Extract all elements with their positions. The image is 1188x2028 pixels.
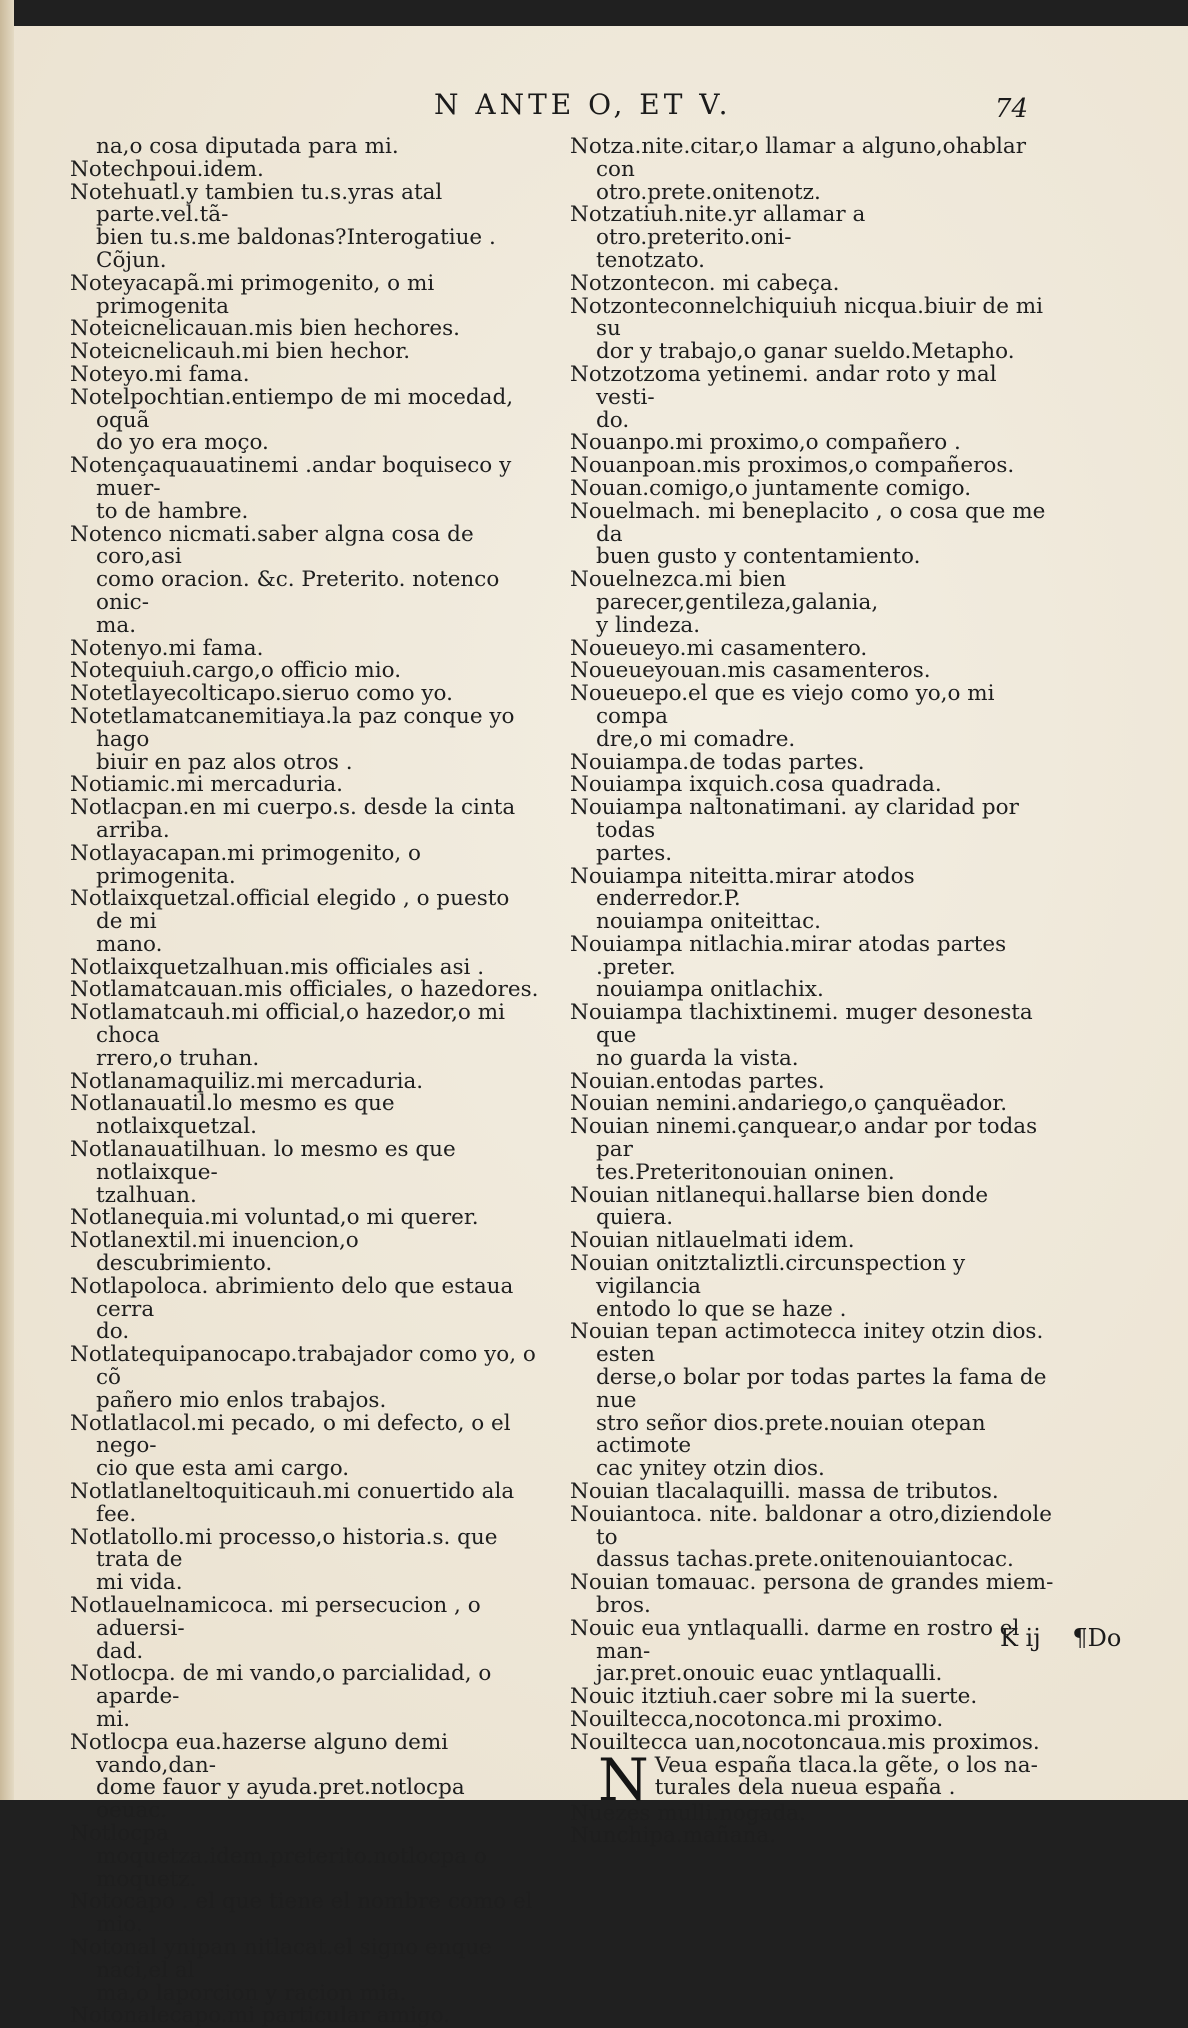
dictionary-line: Nouic eua yntlaqualli. darme en rostro el man- [570,1615,1020,1664]
dictionary-line: Noteicnelicauh.mi bien hechor. [70,339,411,365]
dictionary-line: Notonal ynipan nitlacat.el signo enque naci,el al [70,1934,492,1983]
dictionary-line: Notlanamaquiliz.mi mercaduria. [70,1068,424,1094]
signature-mark: K ij [1000,1624,1041,1652]
dictionary-line: Notetlamatcanemitiaya.la paz conque yo hago [70,703,515,752]
dictionary-line: tzalhuan. [96,1182,197,1208]
dictionary-line: ma,o laporcion y racion mia. [96,1980,407,2006]
dictionary-line: Nouic itztiuh.caer sobre mi la suerte. [570,1684,978,1710]
dictionary-line: Nouian nitlauelmati idem. [570,1228,855,1254]
dictionary-line: Nouanpo.mi proximo,o compañero . [570,430,961,456]
dictionary-line: Nouian ninemi.çanquear,o andar por todas par [570,1114,1038,1163]
dictionary-line: dor y trabajo,o ganar sueldo.Metapho. [596,339,1015,365]
dictionary-line: Nouian tlacalaquilli. massa de tributos. [570,1479,999,1505]
dictionary-line: Notlanauatil.lo mesmo es que notlaixquetzal. [70,1091,395,1140]
dictionary-line: Notlacpan.en mi cuerpo.s. desde la cinta arriba. [70,795,516,843]
dictionary-line: Nouian.entodas partes. [570,1068,825,1094]
section-line: Veua españa tlaca.la gẽte, o los na- [654,1752,1038,1778]
dictionary-line: Nouanpoan.mis proximos,o compañeros. [570,453,1015,479]
dictionary-line: Notiamic.mi mercaduria. [70,772,343,798]
dictionary-line: Notlamatcauh.mi official,o hazedor,o mi choca [70,1000,505,1049]
dictionary-line: partes. [596,840,673,866]
folio-number: 74 [994,94,1028,124]
dictionary-line: mano. [96,931,163,957]
dictionary-line: Notlauelnamicoca. mi persecucion , o aduersi- [70,1593,481,1641]
dictionary-line: ma. [96,612,137,638]
dictionary-line: Notenyo.mi fama. [70,635,264,661]
dictionary-line: derse,o bolar por todas partes la fama de nue [596,1365,1047,1413]
dictionary-line: Nouiampa niteitta.mirar atodos enderredor.P. [570,863,915,912]
right-column [570,136,1060,1848]
dictionary-line: Nouiampa.de todas partes. [570,749,865,775]
dictionary-line: biuir en paz alos otros . [96,749,353,775]
dictionary-line: Nouiantoca. nite. baldonar a otro,diziendole to [570,1501,1052,1550]
dictionary-line: rrero,o truhan. [96,1045,260,1071]
dictionary-line: tes.Preteritonouian oninen. [596,1159,895,1185]
dictionary-line: nouiampa oniteittac. [596,909,822,935]
dictionary-line: Noueuepo.el que es viejo como yo,o mi compa [570,681,995,729]
dictionary-line: moquetz. [96,1866,197,1892]
dictionary-line: y lindeza. [596,612,701,638]
dictionary-line: to de hambre. [96,498,249,524]
dictionary-line: tenotzato. [596,247,705,273]
dictionary-line: Nunchipa.mañana. [570,1823,777,1849]
right-column-entries [570,136,1060,1755]
dictionary-line: pañero mio enlos trabajos. [96,1387,387,1413]
previous-page-edge [0,0,14,1800]
dictionary-line: Notenco nicmati.saber algna cosa de coro,asi [70,521,474,570]
dictionary-line: Notza.nite.citar,o llamar a alguno,ohablar con [570,134,1027,182]
dictionary-line: Nouian onitztaliztli.circunspection y vigilancia [570,1251,966,1299]
dictionary-line: Notlapoloca. abrimiento delo que estaua cerra [70,1273,514,1322]
dictionary-line: Notençaquauatinemi .andar boquiseco y muer- [70,453,512,501]
dictionary-line: do. [596,407,630,433]
dictionary-line: Notlaixquetzalhuan.mis officiales asi . [70,954,485,980]
dictionary-line: Nouian tepan actimotecca initey otzin dios. esten [570,1319,1044,1368]
dictionary-line: Notlatlacol.mi pecado, o mi defecto, o el nego- [70,1410,511,1459]
dictionary-line: buen gusto y contentamiento. [596,544,921,570]
dictionary-line: Notlanequia.mi voluntad,o mi querer. [70,1205,479,1231]
dictionary-line: entodo lo que se haze . [596,1296,847,1322]
dictionary-line: Nouiltecca uan,nocotoncaua.mis proximos. [570,1729,1040,1755]
dictionary-line: no guarda la vista. [596,1045,799,1071]
dictionary-line: Nouelnezca.mi bien parecer,gentileza,galania, [570,567,879,615]
catchword: ¶Do [1072,1624,1122,1652]
dictionary-line: Notlamatcauan.mis officiales, o hazedores. [70,977,539,1003]
running-header [14,88,1188,128]
dictionary-line: Nouiltecca,nocotonca.mi proximo. [570,1706,944,1732]
dictionary-line: Notlocpa moquetza.idem.preterito.notlocpa o [70,1820,487,1869]
dictionary-line: dre,o mi comadre. [596,726,796,752]
right-column-after [570,1800,1060,1849]
dictionary-line: Notlocpa. de mi vando,o parcialidad, o aparde- [70,1661,492,1710]
dictionary-line: bien tu.s.me baldonas?Interogatiue . Cõjun. [96,225,496,273]
dictionary-line: Nouiampa nitlachia.mirar atodas partes .preter. [570,931,1007,980]
book-page [14,26,1188,2028]
dictionary-line: Notocapo . el que tiene el nombre como el mio. [70,1889,533,1938]
dictionary-line: Noteyo.mi fama. [70,361,250,387]
dictionary-line: Nouan.comigo,o juntamente comigo. [570,475,972,501]
dictionary-line: stro señor dios.prete.nouian otepan actimote [596,1410,986,1459]
dictionary-line: Noueueyo.mi casamentero. [570,635,868,661]
dictionary-line: Notlanextil.mi inuencion,o descubrimiento. [70,1228,359,1277]
dictionary-line: Notlatlaneltoquiticauh.mi conuertido ala fee. [70,1479,515,1527]
dictionary-line: Notetlayecolticapo.sieruo como yo. [70,681,453,707]
dictionary-line: Noteicnelicauan.mis bien hechores. [70,316,461,342]
dictionary-line: Notzontecon. mi cabeça. [570,270,840,296]
dictionary-line: Notlayacapan.mi primogenito, o primogenita. [70,840,421,889]
dictionary-line: Notlocpa eua.hazerse alguno demi vando,dan- [70,1729,449,1778]
dictionary-line: Nouiampa ixquich.cosa quadrada. [570,772,942,798]
dictionary-line: dad. [96,1638,144,1664]
dictionary-line: Notehuatl.y tambien tu.s.yras atal parte.vel.tã- [70,179,443,228]
header-title: N ANTE O, ET V. [434,88,732,121]
dictionary-line: mi. [96,1706,131,1732]
dictionary-line: Notlaixquetzal.official elegido , o puesto de mi [70,886,510,935]
dictionary-line: Notlatollo.mi processo,o historia.s. que trata de [70,1524,498,1573]
dictionary-line: Noteyacapã.mi primogenito, o mi primogenita [70,270,435,319]
dictionary-line: Notzotzoma yetinemi. andar roto y mal vesti- [570,361,997,410]
dictionary-line: cio que esta ami cargo. [96,1456,350,1482]
dictionary-line: Nouian nitlanequi.hallarse bien donde quiera. [570,1182,989,1231]
left-column [70,136,540,2028]
dictionary-line: do. [96,1319,130,1345]
dictionary-line: Notechpoui.idem. [70,156,264,182]
dictionary-line: como oracion. &c. Preterito. notenco onic- [96,567,500,615]
dictionary-line: Noueueyouan.mis casamenteros. [570,658,931,684]
dictionary-line: Nouiampa naltonatimani. ay claridad por todas [570,795,1019,843]
dictionary-line: nouiampa onitlachix. [596,977,824,1003]
dictionary-line: jar.pret.onouic euac yntlaqualli. [596,1661,943,1687]
dictionary-line: na,o cosa diputada para mi. [96,134,399,159]
dictionary-line: dome fauor y ayuda.pret.notlocpa oeuac. [96,1775,465,1824]
dictionary-line: cac ynitey otzin dios. [596,1456,825,1482]
dictionary-line: Notlanauatilhuan. lo mesmo es que notlaixque- [70,1137,456,1185]
dictionary-line: Notelpochtian.entiempo de mi mocedad, oquã [70,384,514,433]
dictionary-line: Notequiuh.cargo,o officio mio. [70,658,402,684]
dictionary-line: dassus tachas.prete.onitenouiantocac. [596,1547,1014,1573]
catchword-line [1000,1624,1121,1652]
dictionary-line: mi vida. [96,1570,183,1596]
dictionary-line: Nouelmach. mi beneplacito , o cosa que me da [570,498,1046,547]
dictionary-line: Nouian tomauac. persona de grandes miem- [570,1570,1054,1596]
dictionary-line: Notzatiuh.nite.yr allamar a otro.preterito.oni- [570,202,866,251]
dictionary-line: Notlatequipanocapo.trabajador como yo, o cõ [70,1342,536,1391]
dictionary-line: Nuezes mulli.nogada. [570,1800,806,1826]
dictionary-line: Nouian nemini.andariego,o çanquëador. [570,1091,1008,1117]
decorated-initial: N [598,1745,649,1814]
dictionary-line: Notonalecapo.mi particular amigo. [70,2003,451,2028]
dictionary-line: do yo era moço. [96,430,269,456]
dictionary-line: Notzonteconnelchiquiuh nicqua.biuir de mi su [570,293,1044,342]
dictionary-line: bros. [596,1593,651,1618]
section-line: turales dela nueua españa . [654,1775,956,1801]
dictionary-line: Nouiampa tlachixtinemi. muger desonesta que [570,1000,1033,1049]
dictionary-line: otro.prete.onitenotz. [596,179,821,205]
